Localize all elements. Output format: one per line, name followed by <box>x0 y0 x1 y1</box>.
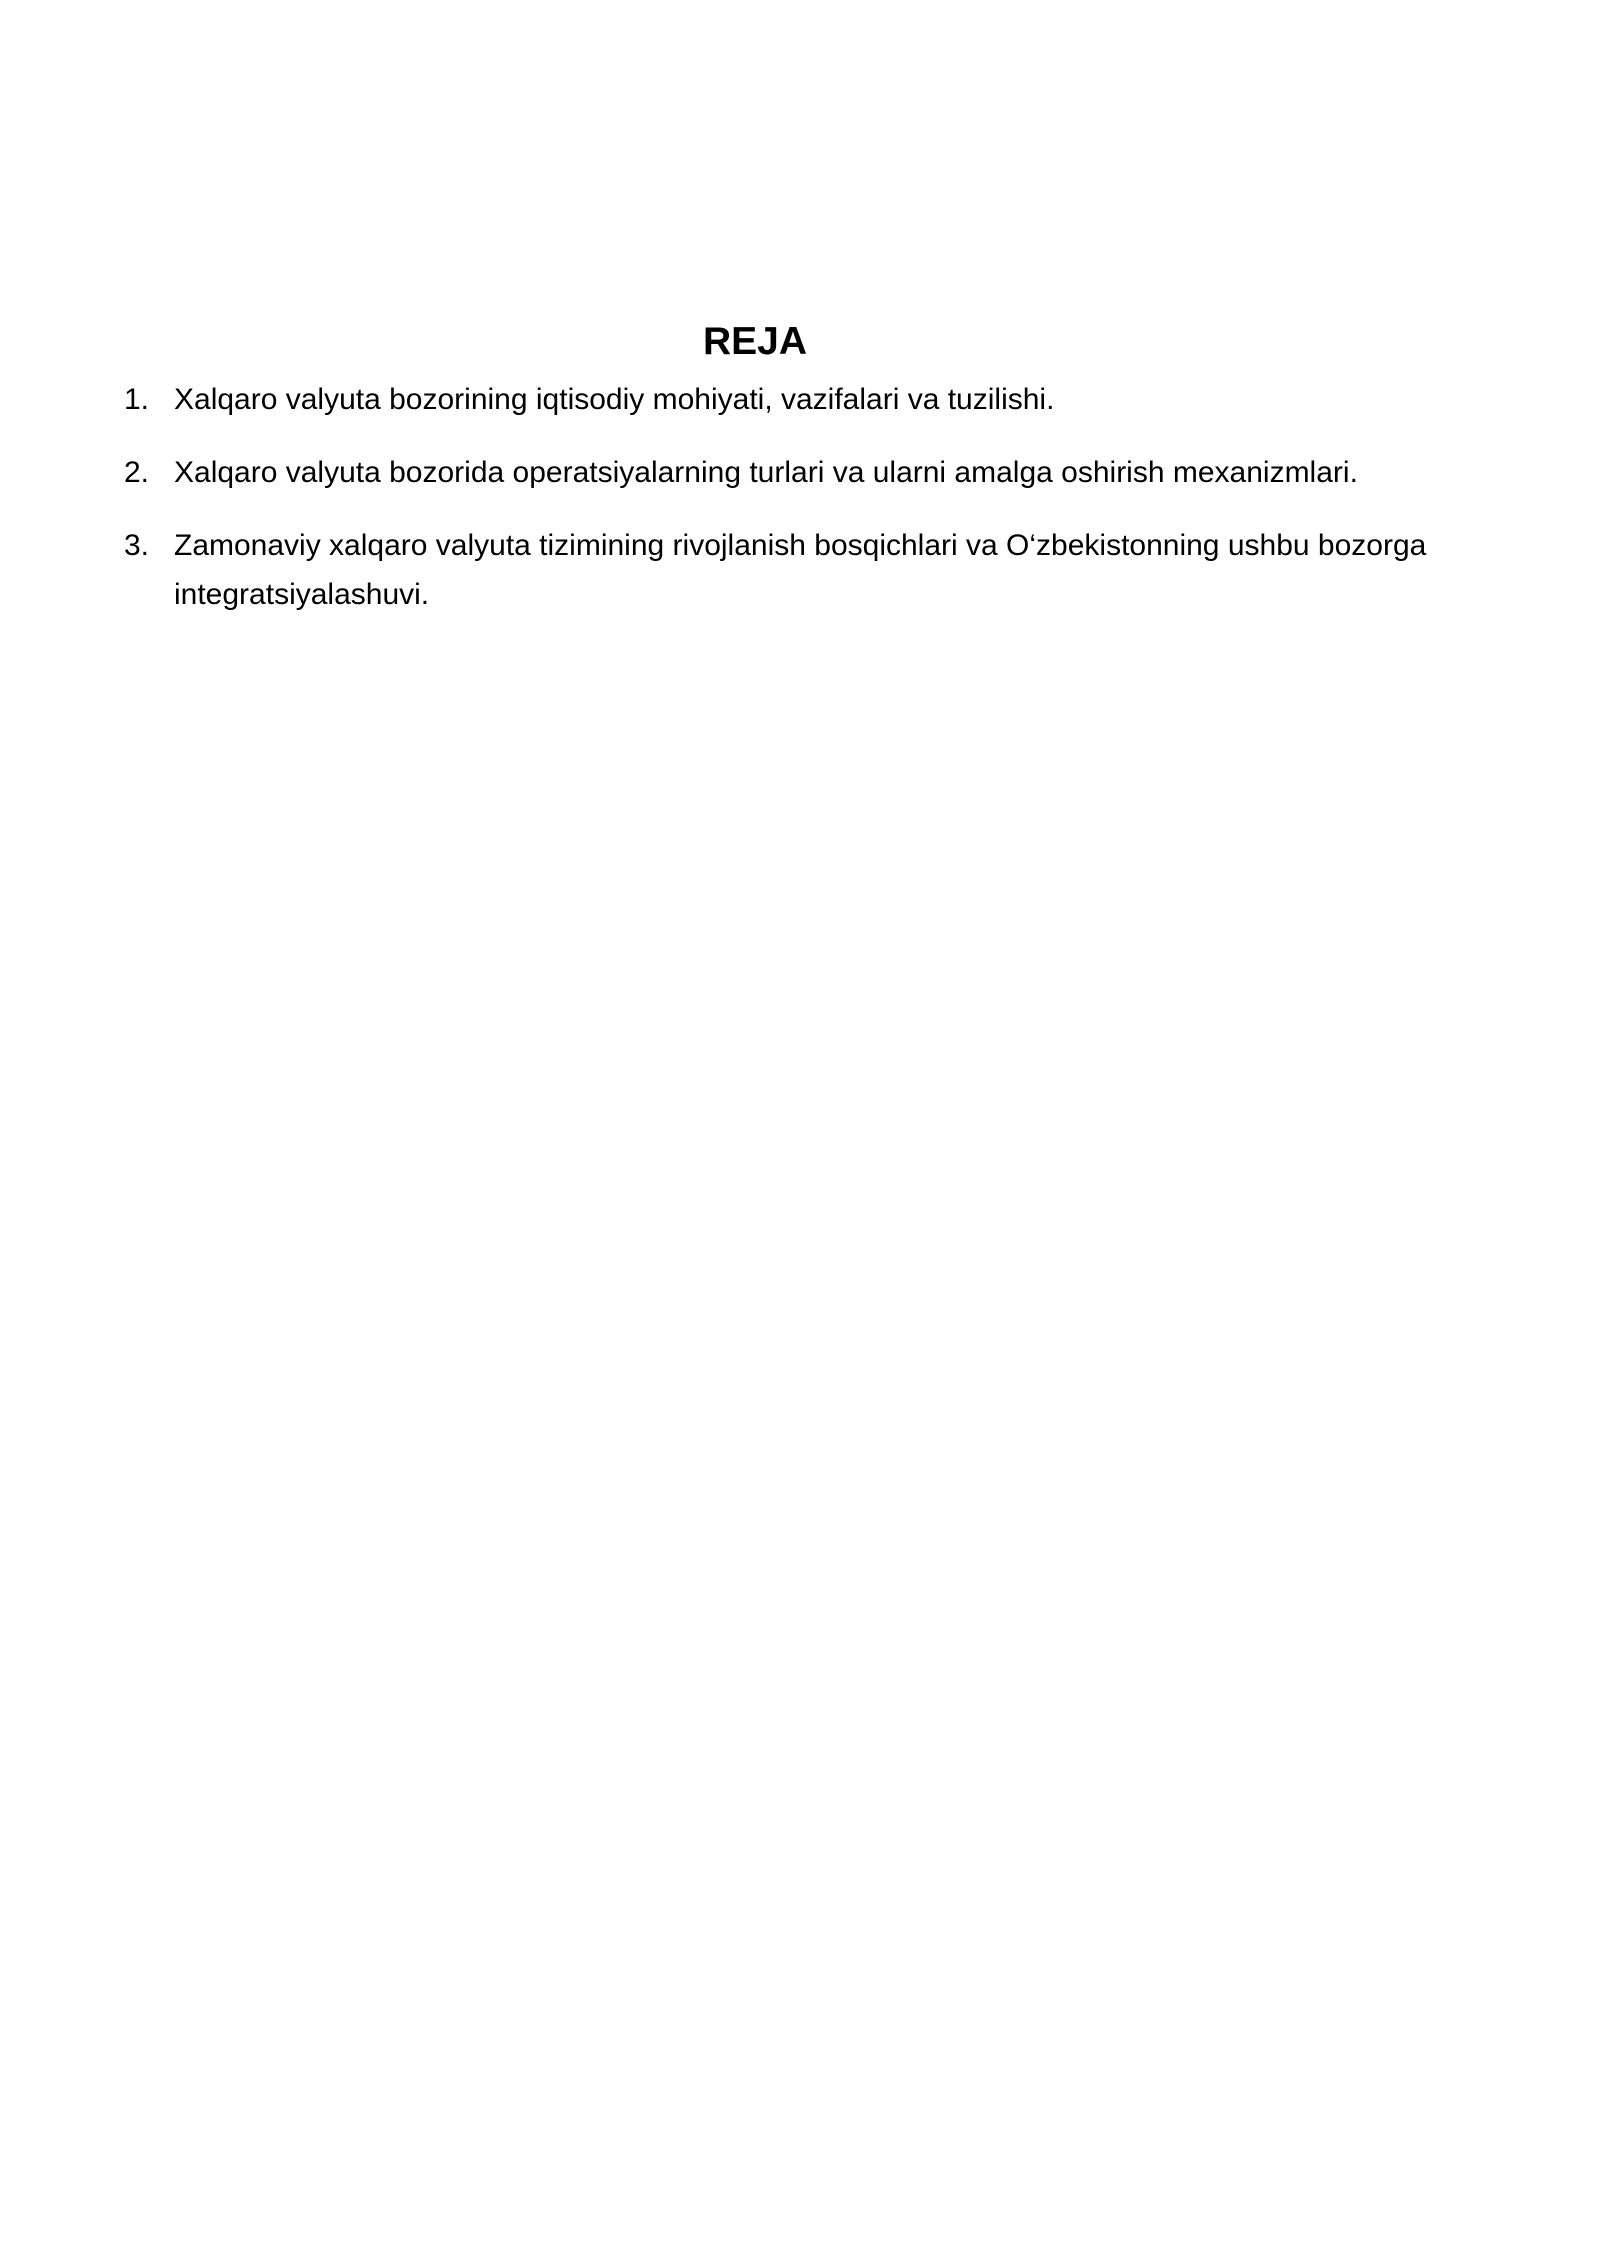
list-item-number: 3. <box>124 529 150 562</box>
list-item-text: Zamonaviy xalqaro valyuta tizimining rivojlanish bosqichlari va O‘zbekistonning ushbu bozorga integratsiyalashuvi. <box>174 529 1427 611</box>
plan-list <box>124 375 1504 643</box>
list-item <box>124 448 1504 497</box>
list-item-text: Xalqaro valyuta bozorining iqtisodiy mohiyati, vazifalari va tuzilishi. <box>174 383 1055 416</box>
list-item-number: 1. <box>124 383 150 416</box>
list-item-text: Xalqaro valyuta bozorida operatsiyalarning turlari va ularni amalga oshirish mexanizmlari. <box>174 456 1358 489</box>
list-item-number: 2. <box>124 456 150 489</box>
list-item <box>124 375 1504 424</box>
list-item <box>124 521 1504 619</box>
page-title: REJA <box>702 320 808 363</box>
